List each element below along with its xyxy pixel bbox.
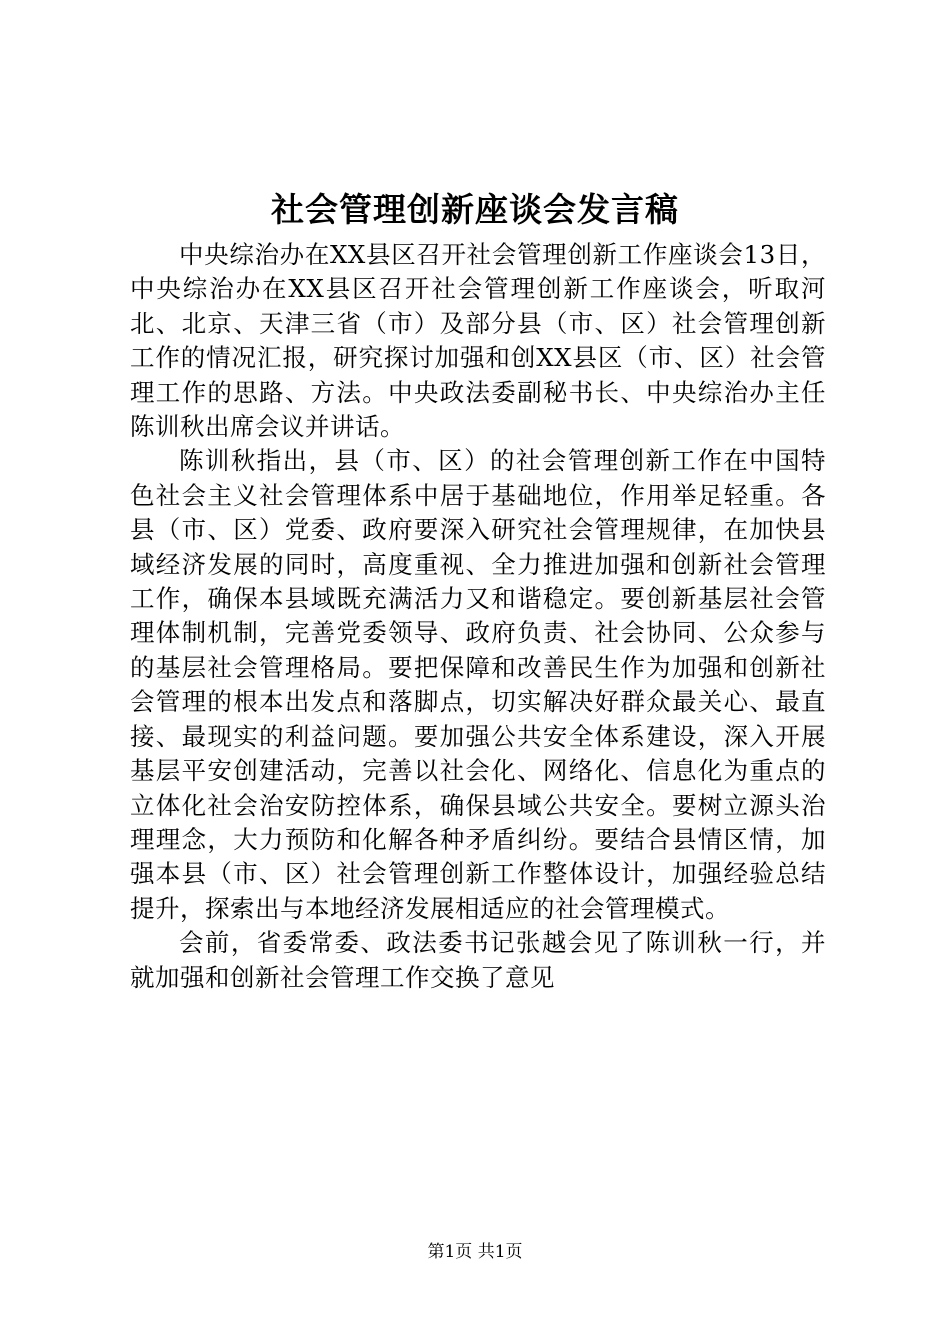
paragraph-3: 会前，省委常委、政法委书记张越会见了陈训秋一行，并就加强和创新社会管理工作交换了意见 xyxy=(130,928,826,992)
paragraph-2: 陈训秋指出，县（市、区）的社会管理创新工作在中国特色社会主义社会管理体系中居于基础地位，作用举足轻重。各县（市、区）党委、政府要深入研究社会管理规律，在加快县域经济发展的同时，高度重视、全力推进加强和创新社会管理工作，确保本县域既充满活力又和谐稳定。要创新基层社会管理体制机制，完善党委领导、政府负责、社会协同、公众参与的基层社会管理格局。要把保障和改善民生作为加强和创新社会管理的根本出发点和落脚点，切实解决好群众最关心、最直接、最现实的利益问题。要加强公共安全体系建设，深入开展基层平安创建活动，完善以社会化、网络化、信息化为重点的立体化社会治安防控体系，确保县域公共安全。要树立源头治理理念，大力预防和化解各种矛盾纠纷。要结合县情区情，加强本县（市、区）社会管理创新工作整体设计，加强经验总结提升，探索出与本地经济发展相适应的社会管理模式。 xyxy=(130,446,826,923)
page-footer: 第1页 共1页 xyxy=(427,1242,523,1262)
paragraph-1: 中央综治办在XX县区召开社会管理创新工作座谈会13日，中央综治办在XX县区召开社会管理创新工作座谈会，听取河北、北京、天津三省（市）及部分县（市、区）社会管理创新工作的情况汇报，研究探讨加强和创XX县区（市、区）社会管理工作的思路、方法。中央政法委副秘书长、中央综治办主任陈训秋出席会议并讲话。 xyxy=(130,240,826,442)
document-title: 社会管理创新座谈会发言稿 xyxy=(271,190,679,229)
document-body xyxy=(130,238,826,995)
